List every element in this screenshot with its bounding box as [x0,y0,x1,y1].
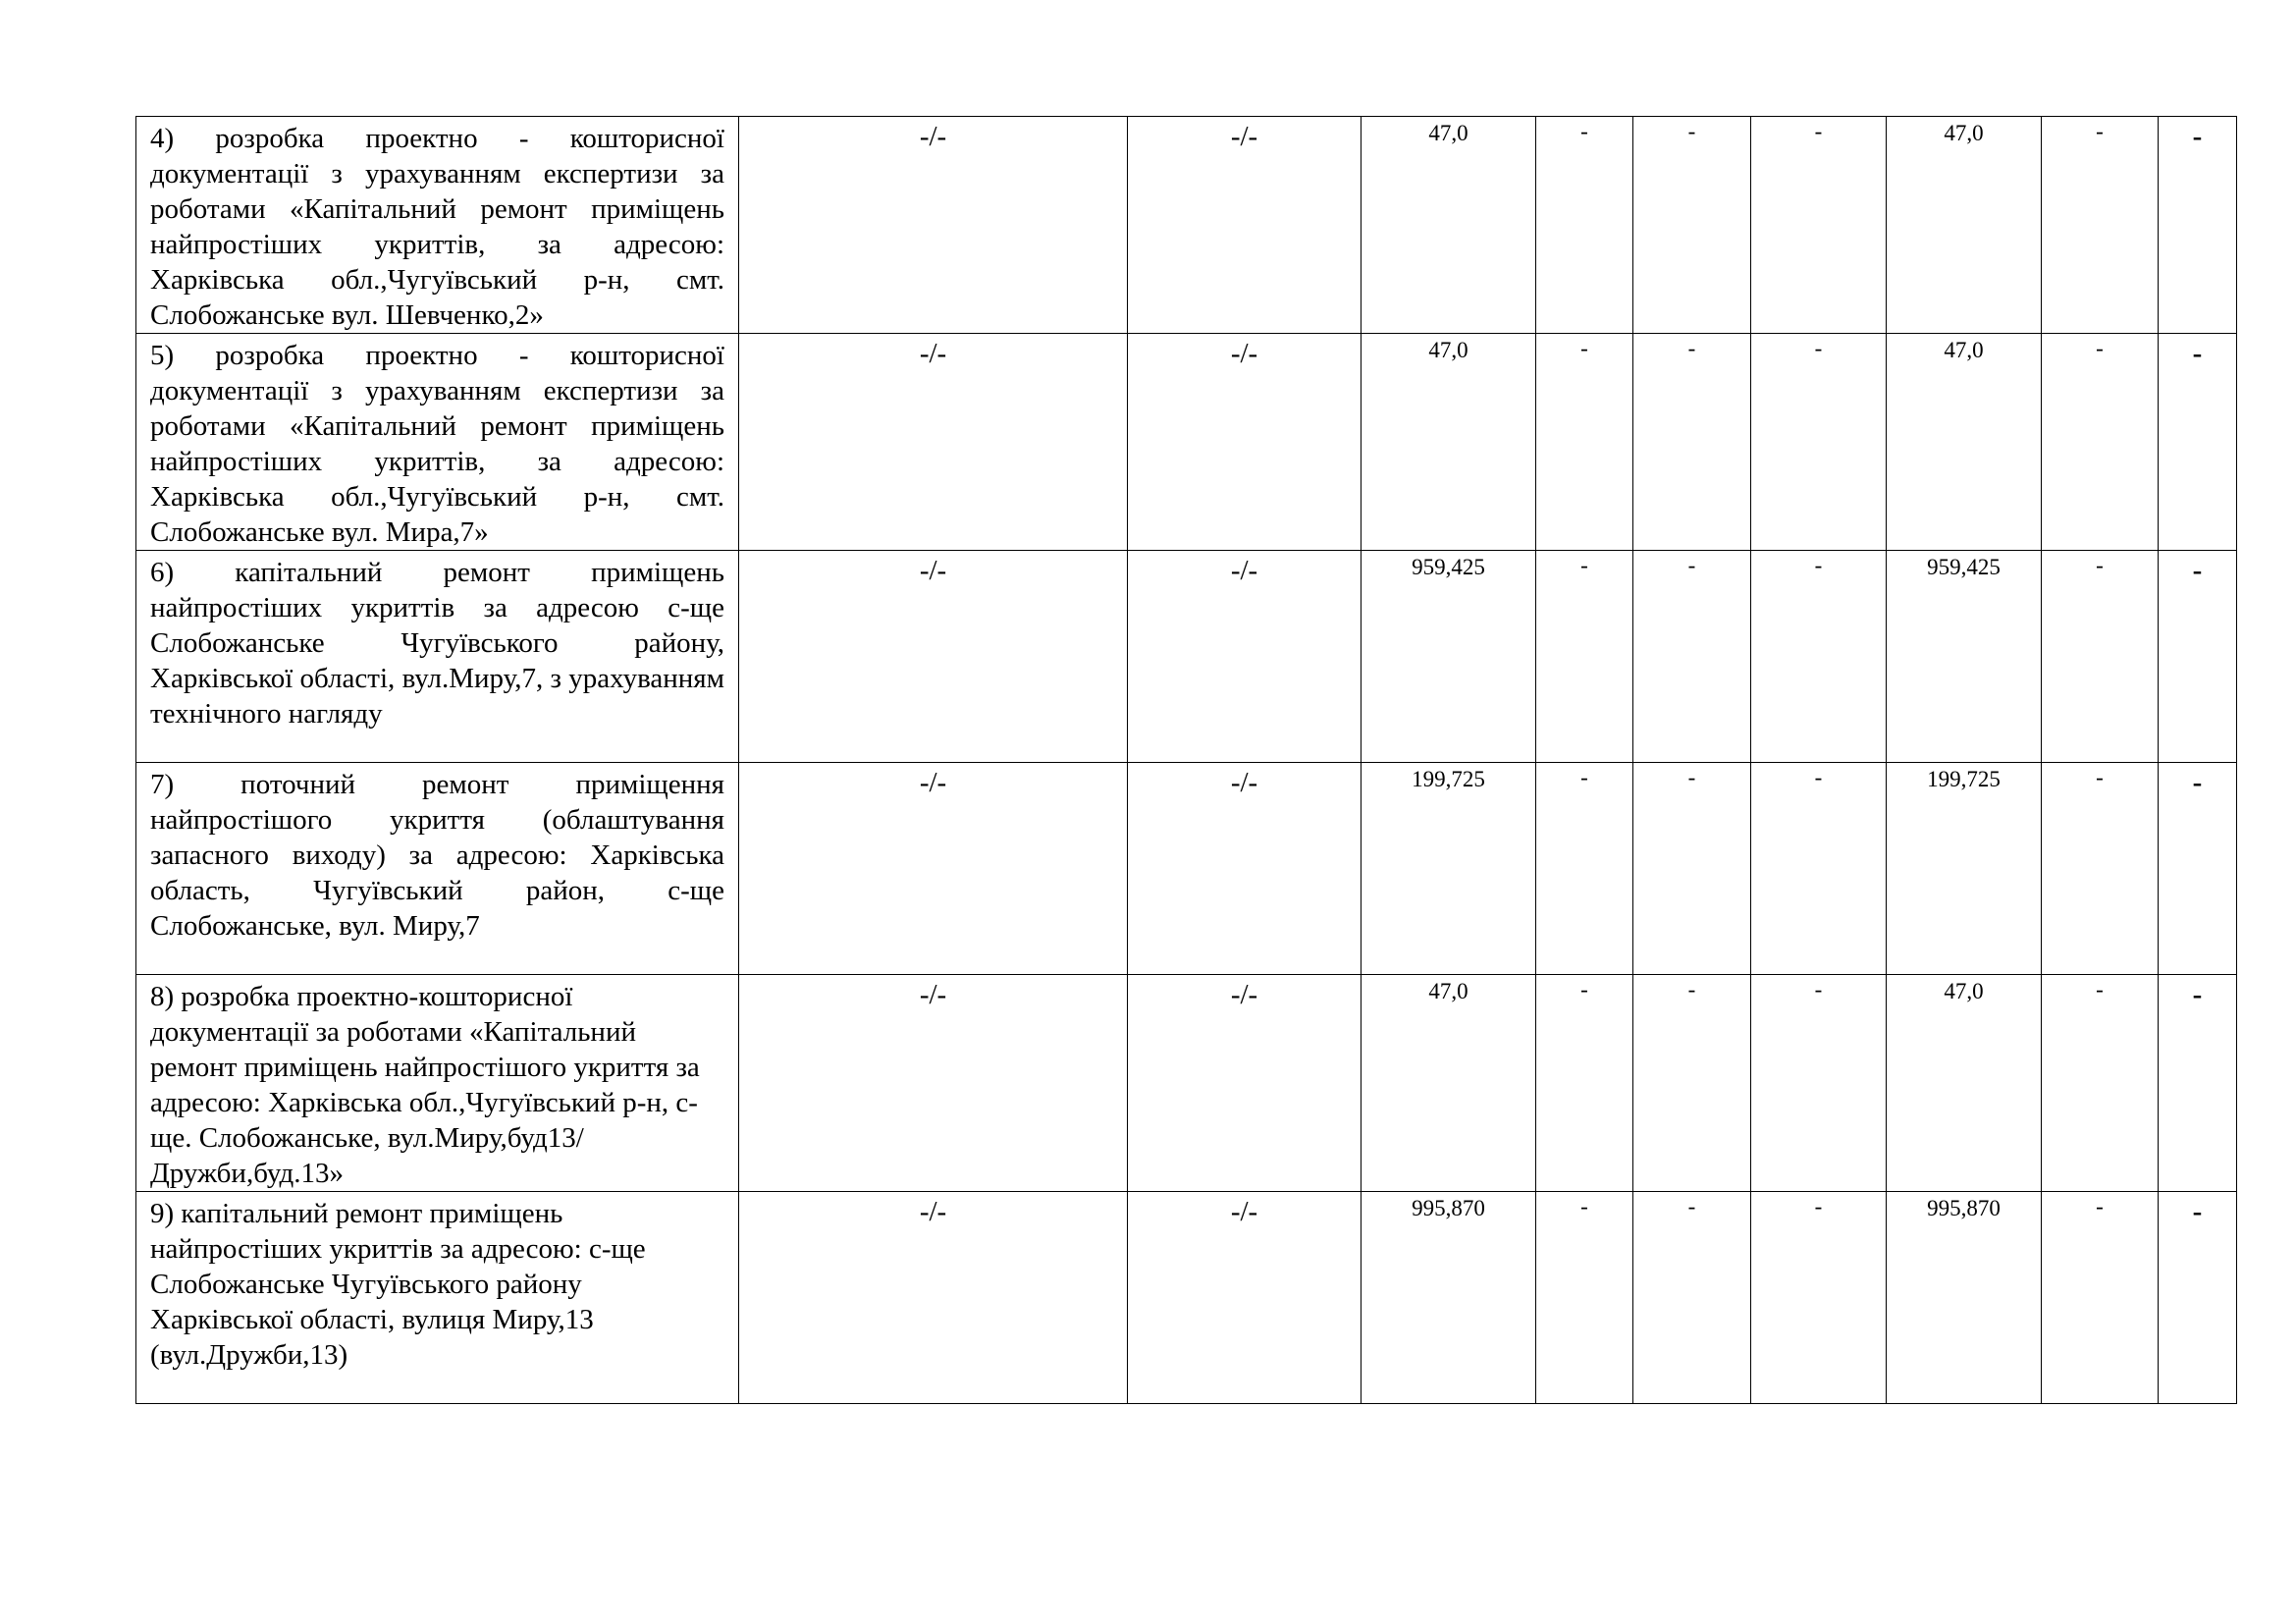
dash-cell: - [1633,1192,1751,1404]
table-row [136,117,2237,334]
dash-cell: - [1536,763,1633,975]
table-row [136,763,2237,975]
dash-cell: - [2042,334,2159,551]
table-row [136,551,2237,763]
dash-cell: - [1633,117,1751,334]
budget-table [135,116,2237,1404]
table-row [136,334,2237,551]
dash-cell: - [1751,334,1887,551]
dash-cell: - [1633,975,1751,1192]
ditto-cell: -/- [1128,551,1362,763]
ditto-cell: -/- [1128,975,1362,1192]
amount-cell: 47,0 [1887,334,2042,551]
dash-cell: - [2042,975,2159,1192]
dash-cell: - [1751,1192,1887,1404]
ditto-cell: -/- [1128,763,1362,975]
amount-cell: 995,870 [1887,1192,2042,1404]
ditto-cell: -/- [739,551,1128,763]
ditto-cell: -/- [1128,334,1362,551]
table-row [136,975,2237,1192]
dash-cell: - [2042,551,2159,763]
total-cell: 995,870 [1362,1192,1536,1404]
dash-cell: - [2159,1192,2237,1404]
dash-cell: - [1633,551,1751,763]
dash-cell: - [2159,975,2237,1192]
total-cell: 199,725 [1362,763,1536,975]
dash-cell: - [2159,117,2237,334]
ditto-cell: -/- [739,334,1128,551]
row-description: 8) розробка проектно-кошторисної документації за роботами «Капітальний ремонт приміщень найпростішого укриття за адресою: Харківська обл.,Чугуївський р-н, с-ще. Слобожанське, вул.Миру,буд13/Дружби,буд.13» [136,975,739,1192]
amount-cell: 47,0 [1887,975,2042,1192]
ditto-cell: -/- [739,975,1128,1192]
dash-cell: - [1536,975,1633,1192]
ditto-cell: -/- [1128,117,1362,334]
row-description: 9) капітальний ремонт приміщень найпростіших укриттів за адресою: с-ще Слобожанське Чугуївського району Харківської області, вулиця Миру,13 (вул.Дружби,13) [136,1192,739,1404]
dash-cell: - [1751,763,1887,975]
table-row [136,1192,2237,1404]
dash-cell: - [1633,763,1751,975]
amount-cell: 959,425 [1887,551,2042,763]
dash-cell: - [2159,334,2237,551]
dash-cell: - [2159,551,2237,763]
row-description: 5) розробка проектно - кошторисної документації з урахуванням експертизи за роботами «Капітальний ремонт приміщень найпростіших укриттів, за адресою: Харківська обл.,Чугуївський р-н, смт. Слобожанське вул. Мира,7» [136,334,739,551]
dash-cell: - [2042,117,2159,334]
dash-cell: - [1633,334,1751,551]
row-description: 4) розробка проектно - кошторисної документації з урахуванням експертизи за роботами «Капітальний ремонт приміщень найпростіших укриттів, за адресою: Харківська обл.,Чугуївський р-н, смт. Слобожанське вул. Шевченко,2» [136,117,739,334]
dash-cell: - [1536,117,1633,334]
ditto-cell: -/- [739,1192,1128,1404]
amount-cell: 199,725 [1887,763,2042,975]
total-cell: 47,0 [1362,975,1536,1192]
dash-cell: - [2042,763,2159,975]
dash-cell: - [2042,1192,2159,1404]
dash-cell: - [1751,551,1887,763]
ditto-cell: -/- [739,117,1128,334]
dash-cell: - [1751,975,1887,1192]
ditto-cell: -/- [739,763,1128,975]
dash-cell: - [1536,551,1633,763]
amount-cell: 47,0 [1887,117,2042,334]
total-cell: 47,0 [1362,334,1536,551]
total-cell: 47,0 [1362,117,1536,334]
ditto-cell: -/- [1128,1192,1362,1404]
dash-cell: - [1536,1192,1633,1404]
total-cell: 959,425 [1362,551,1536,763]
dash-cell: - [1536,334,1633,551]
row-description: 6) капітальний ремонт приміщень найпростіших укриттів за адресою с-ще Слобожанське Чугуївського району, Харківської області, вул.Миру,7, з урахуванням технічного нагляду [136,551,739,763]
dash-cell: - [1751,117,1887,334]
row-description: 7) поточний ремонт приміщення найпростішого укриття (облаштування запасного виходу) за адресою: Харківська область, Чугуївський район, с-ще Слобожанське, вул. Миру,7 [136,763,739,975]
dash-cell: - [2159,763,2237,975]
